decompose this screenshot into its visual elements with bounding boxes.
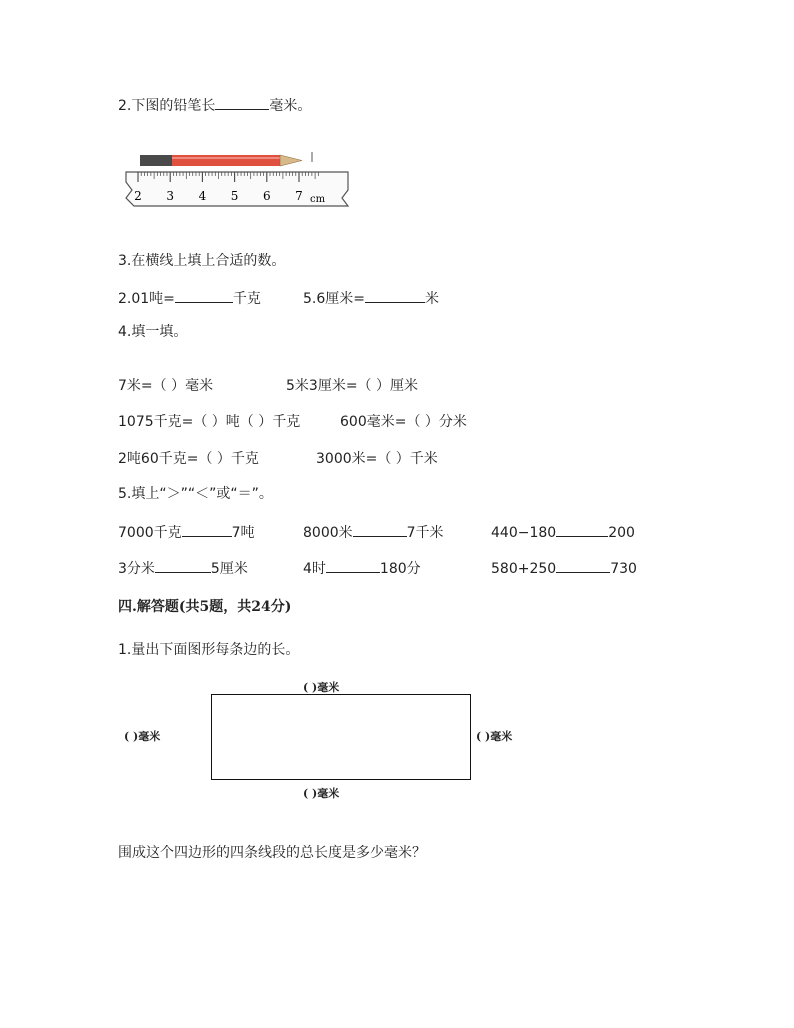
- q5-row-1-item-2: [303, 522, 444, 542]
- q5-r2-i3-blank[interactable]: [556, 558, 610, 573]
- q5-r1-i2-blank[interactable]: [353, 522, 407, 537]
- ruler-unit: cm: [310, 194, 326, 205]
- q5-title: 5.填上“＞”“＜”或“＝”。: [118, 486, 273, 502]
- q3-item-2-right: 米: [425, 291, 439, 307]
- ruler-tick-label: 5: [230, 189, 239, 203]
- q2-line: [118, 95, 311, 115]
- q3-item-2: [303, 288, 439, 308]
- q5-r1-i3-right: 200: [608, 525, 635, 541]
- q4-row-3-col-2[interactable]: 3000米=（ ）千米: [316, 451, 438, 467]
- q3-title: 3.在横线上填上合适的数。: [118, 253, 286, 269]
- ruler-pencil-figure: [118, 150, 354, 212]
- q2-answer-blank[interactable]: [215, 95, 269, 110]
- q3-item-1: [118, 288, 261, 308]
- q5-r1-i2-right: 7千米: [406, 525, 444, 541]
- q3-item-1-right: 千克: [232, 291, 261, 307]
- q5-r1-i1-blank[interactable]: [182, 522, 232, 537]
- q2-number: 2.: [118, 98, 132, 114]
- a1-title: 1.量出下面图形每条边的长。: [118, 642, 300, 658]
- pencil-eraser: [140, 155, 172, 166]
- q5-r2-i2-right: 180分: [379, 561, 421, 577]
- a1-label-left[interactable]: ( )毫米: [124, 730, 161, 743]
- q5-r2-i1-left: 3分米: [118, 561, 155, 577]
- a1-label-bottom[interactable]: ( )毫米: [303, 787, 340, 800]
- q3-item-2-left: 5.6厘米=: [303, 291, 365, 307]
- q3-item-1-left: 2.01吨=: [118, 291, 175, 307]
- q4-row-2-col-1[interactable]: 1075千克=（ ）吨（ ）千克: [118, 414, 301, 430]
- q5-r1-i3-blank[interactable]: [556, 522, 608, 537]
- q5-r1-i1-left: 7000千克: [118, 525, 182, 541]
- a1-question: 围成这个四边形的四条线段的总长度是多少毫米？: [118, 845, 426, 861]
- q2-text-after: 毫米。: [269, 98, 312, 114]
- q5-r2-i1-blank[interactable]: [155, 558, 211, 573]
- q3-item-1-blank[interactable]: [175, 288, 233, 303]
- ruler-tick-label: 3: [166, 189, 175, 203]
- q5-r2-i1-right: 5厘米: [210, 561, 248, 577]
- q5-row-2-item-1: [118, 558, 248, 578]
- q3-item-2-blank[interactable]: [365, 288, 425, 303]
- pencil-tip: [280, 155, 302, 166]
- a1-label-top[interactable]: ( )毫米: [303, 681, 340, 694]
- q4-row-1-col-2[interactable]: 5米3厘米=（ ）厘米: [286, 378, 418, 394]
- q4-row-3-col-1[interactable]: 2吨60千克=（ ）千克: [118, 451, 259, 467]
- q4-row-1-col-1[interactable]: 7米=（ ）毫米: [118, 378, 214, 394]
- ruler-tick-label: 7: [295, 189, 303, 203]
- q5-r1-i2-left: 8000米: [303, 525, 353, 541]
- quadrilateral-figure: [211, 694, 471, 780]
- q5-r1-i1-right: 7吨: [231, 525, 255, 541]
- q5-row-2-item-3: [491, 558, 637, 578]
- q5-row-2-item-2: [303, 558, 421, 578]
- ruler-tick-label: 6: [262, 189, 271, 203]
- q5-r2-i3-left: 580+250: [491, 561, 557, 577]
- q5-r2-i3-right: 730: [610, 561, 637, 577]
- a1-label-right[interactable]: ( )毫米: [476, 730, 513, 743]
- q5-row-1-item-3: [491, 522, 635, 542]
- q4-title: 4.填一填。: [118, 324, 188, 340]
- section-4-heading: 四.解答题(共5题，共24分): [118, 599, 292, 615]
- q2-text-before: 下图的铅笔长: [131, 98, 216, 114]
- q5-row-1-item-1: [118, 522, 255, 542]
- q4-row-2-col-2[interactable]: 600毫米=（ ）分米: [340, 414, 467, 430]
- ruler-tick-label: 4: [198, 189, 207, 203]
- q5-r2-i2-blank[interactable]: [326, 558, 380, 573]
- ruler-tick-label: 2: [134, 189, 142, 203]
- pencil-body: [172, 155, 280, 166]
- pencil-highlight: [172, 157, 280, 159]
- q5-r2-i2-left: 4时: [303, 561, 326, 577]
- q5-r1-i3-left: 440−180: [491, 525, 557, 541]
